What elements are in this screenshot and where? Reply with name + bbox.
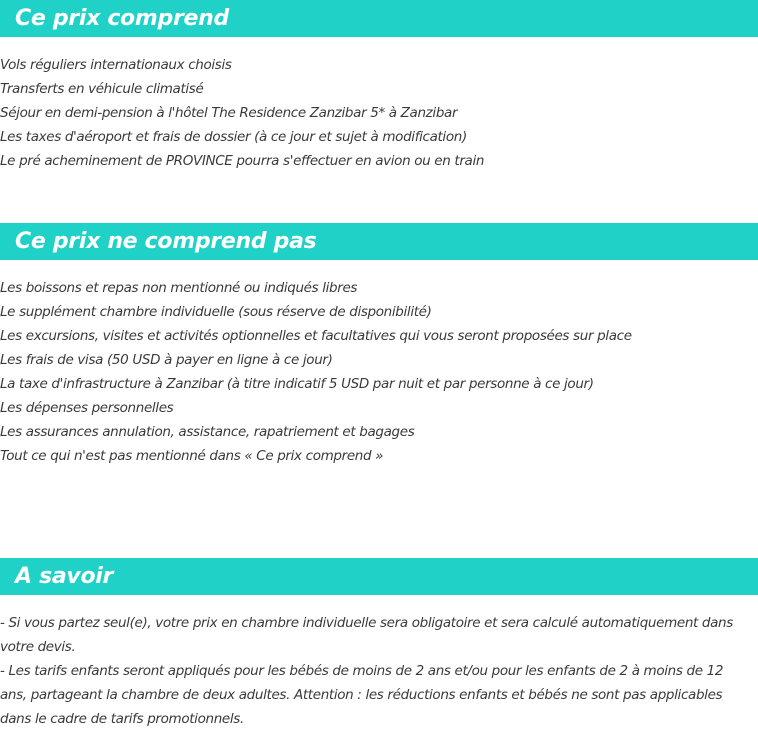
excludes-banner xyxy=(0,223,758,260)
list-item: Vols réguliers internationaux choisis xyxy=(0,57,232,73)
info-body xyxy=(0,611,758,731)
list-item: Les boissons et repas non mentionné ou indiqués libres xyxy=(0,280,358,296)
list-item: Les dépenses personnelles xyxy=(0,400,174,416)
info-section xyxy=(0,558,758,731)
info-paragraph-single-room: - Si vous partez seul(e), votre prix en chambre individuelle sera obligatoire et sera calculé automatiquement dans votre devis. xyxy=(0,615,733,655)
info-banner xyxy=(0,558,758,595)
includes-list xyxy=(0,53,758,173)
list-item: Transferts en véhicule climatisé xyxy=(0,81,204,97)
excludes-title: Ce prix ne comprend pas xyxy=(15,229,317,254)
excludes-section xyxy=(0,223,758,468)
info-title: A savoir xyxy=(15,564,114,589)
list-item: La taxe d'infrastructure à Zanzibar (à titre indicatif 5 USD par nuit et par personne à ce jour) xyxy=(0,376,594,392)
includes-title: Ce prix comprend xyxy=(15,6,229,31)
list-item: Les excursions, visites et activités optionnelles et facultatives qui vous seront proposées sur place xyxy=(0,328,632,344)
excludes-list xyxy=(0,276,758,468)
list-item: Tout ce qui n'est pas mentionné dans « Ce prix comprend » xyxy=(0,448,384,464)
list-item: Le pré acheminement de PROVINCE pourra s'effectuer en avion ou en train xyxy=(0,153,485,169)
list-item: Les frais de visa (50 USD à payer en ligne à ce jour) xyxy=(0,352,333,368)
includes-banner xyxy=(0,0,758,37)
list-item: Séjour en demi-pension à l'hôtel The Residence Zanzibar 5* à Zanzibar xyxy=(0,105,458,121)
includes-section xyxy=(0,0,758,173)
info-paragraph-child-rates: - Les tarifs enfants seront appliqués pour les bébés de moins de 2 ans et/ou pour les enfants de 2 à moins de 12 ans, partageant la chambre de deux adultes. Attention : les réductions enfants et bébés ne sont pas applicables dans le cadre de tarifs promotionnels. xyxy=(0,663,724,727)
list-item: Le supplément chambre individuelle (sous réserve de disponibilité) xyxy=(0,304,432,320)
list-item: Les assurances annulation, assistance, rapatriement et bagages xyxy=(0,424,415,440)
list-item: Les taxes d'aéroport et frais de dossier (à ce jour et sujet à modification) xyxy=(0,129,467,145)
